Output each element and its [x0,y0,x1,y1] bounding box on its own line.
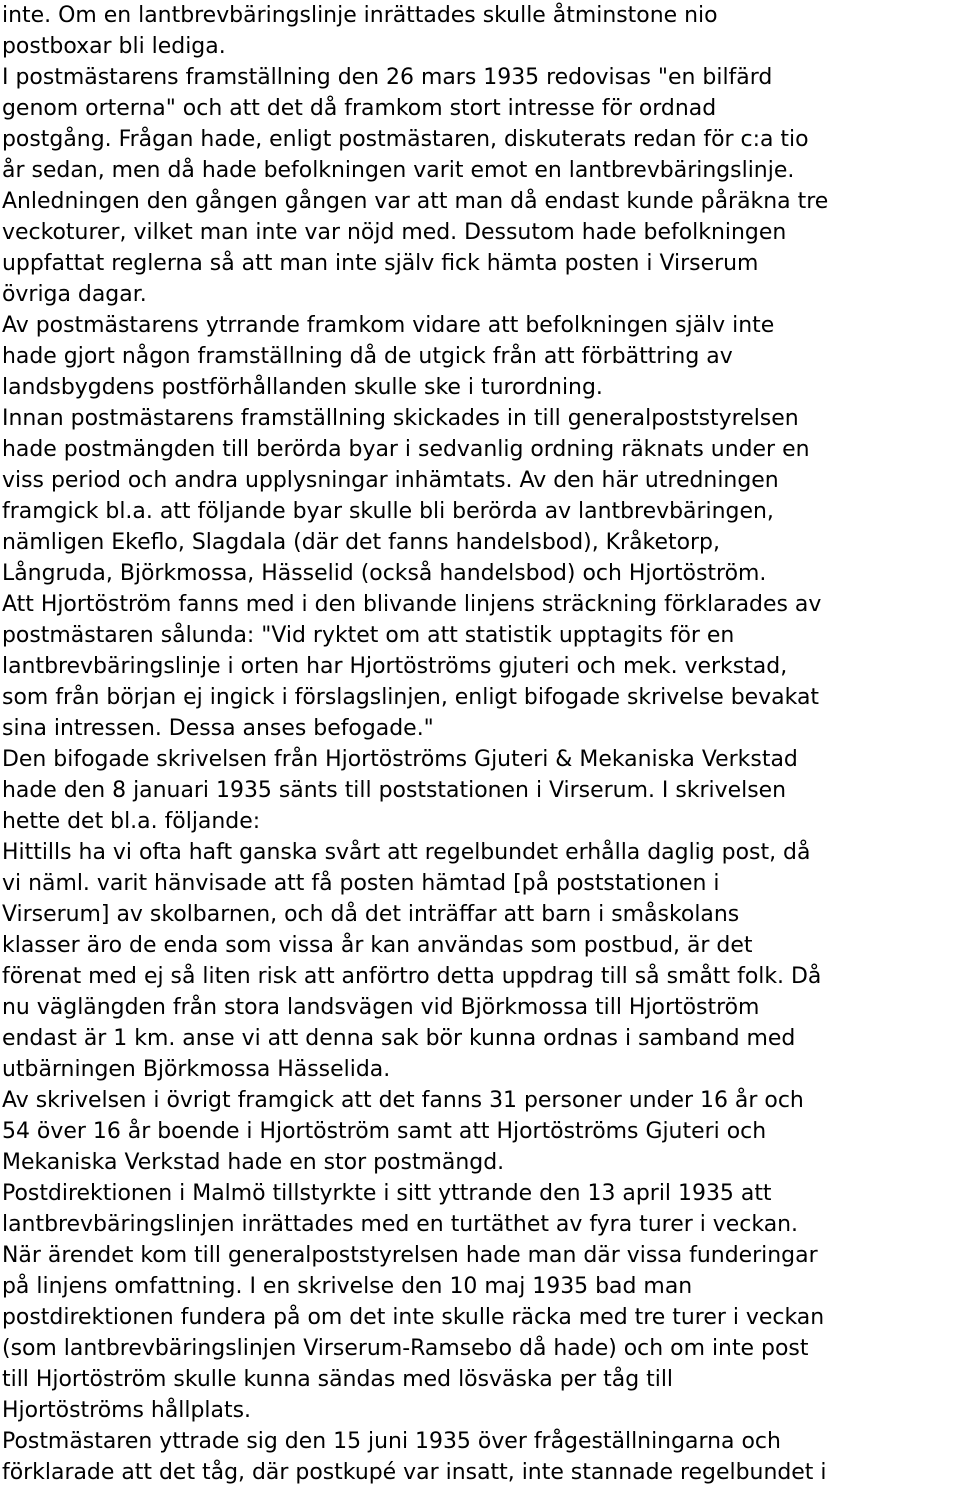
text-line: Anledningen den gången gången var att man då endast kunde påräkna tre [2,189,829,214]
text-line: Mekaniska Verkstad hade en stor postmängd. [2,1150,505,1175]
text-line: hade postmängden till berörda byar i sedvanlig ordning räknats under en [2,437,810,462]
text-line: Postdirektionen i Malmö tillstyrkte i sitt yttrande den 13 april 1935 att [2,1181,772,1206]
text-line: viss period och andra upplysningar inhämtats. Av den här utredningen [2,468,779,493]
text-line: landsbygdens postförhållanden skulle ske i turordning. [2,375,603,400]
text-line: genom orterna" och att det då framkom stort intresse för ordnad [2,96,717,121]
text-line: Att Hjortöström fanns med i den blivande linjens sträckning förklarades av [2,592,822,617]
text-line: I postmästarens framställning den 26 mars 1935 redovisas "en bilfärd [2,65,773,90]
text-line: Hjortöströms hållplats. [2,1398,252,1423]
text-line: veckoturer, vilket man inte var nöjd med. Dessutom hade befolkningen [2,220,787,245]
text-line: Postmästaren yttrade sig den 15 juni 1935 över frågeställningarna och [2,1429,781,1454]
text-line: postboxar bli lediga. [2,34,226,59]
text-line: som från början ej ingick i förslagslinjen, enligt bifogade skrivelse bevakat [2,685,820,710]
text-line: utbärningen Björkmossa Hässelida. [2,1057,391,1082]
text-line: hette det bl.a. följande: [2,809,261,834]
text-line: till Hjortöström skulle kunna sändas med lösväska per tåg till [2,1367,674,1392]
document-page [2,0,960,1488]
text-line: lantbrevbäringslinjen inrättades med en turtäthet av fyra turer i veckan. [2,1212,799,1237]
text-line: övriga dagar. [2,282,147,307]
text-line: klasser äro de enda som vissa år kan användas som postbud, är det [2,933,753,958]
text-line: postmästaren sålunda: "Vid ryktet om att statistik upptagits för en [2,623,735,648]
text-line: nämligen Ekeflo, Slagdala (där det fanns handelsbod), Kråketorp, [2,530,720,555]
text-line: När ärendet kom till generalpoststyrelsen hade man där vissa funderingar [2,1243,818,1268]
text-line: Långruda, Björkmossa, Hässelid (också handelsbod) och Hjortöström. [2,561,767,586]
text-line: Den bifogade skrivelsen från Hjortöströms Gjuteri & Mekaniska Verkstad [2,747,798,772]
text-line: framgick bl.a. att följande byar skulle bli berörda av lantbrevbäringen, [2,499,774,524]
text-line: förenat med ej så liten risk att anförtro detta uppdrag till så smått folk. Då [2,964,822,989]
text-line: postgång. Frågan hade, enligt postmästaren, diskuterats redan för c:a tio [2,127,809,152]
text-line: uppfattat reglerna så att man inte själv fick hämta posten i Virserum [2,251,759,276]
text-line: Av skrivelsen i övrigt framgick att det fanns 31 personer under 16 år och [2,1088,804,1113]
text-line: 54 över 16 år boende i Hjortöström samt att Hjortöströms Gjuteri och [2,1119,767,1144]
text-line: Av postmästarens ytrrande framkom vidare att befolkningen själv inte [2,313,775,338]
text-line: inte. Om en lantbrevbäringslinje inrättades skulle åtminstone nio [2,3,718,28]
text-line: år sedan, men då hade befolkningen varit emot en lantbrevbäringslinje. [2,158,795,183]
text-line: postdirektionen fundera på om det inte skulle räcka med tre turer i veckan [2,1305,825,1330]
text-line: lantbrevbäringslinje i orten har Hjortöströms gjuteri och mek. verkstad, [2,654,788,679]
text-line: hade gjort någon framställning då de utgick från att förbättring av [2,344,733,369]
text-line: Virserum] av skolbarnen, och då det inträffar att barn i småskolans [2,902,740,927]
text-line: vi näml. varit hänvisade att få posten hämtad [på poststationen i [2,871,720,896]
text-line: förklarade att det tåg, där postkupé var insatt, inte stannade regelbundet i [2,1460,827,1485]
text-line: sina intressen. Dessa anses befogade." [2,716,434,741]
text-line: nu väglängden från stora landsvägen vid Björkmossa till Hjortöström [2,995,760,1020]
text-line: hade den 8 januari 1935 sänts till poststationen i Virserum. I skrivelsen [2,778,787,803]
text-line: (som lantbrevbäringslinjen Virserum-Ramsebo då hade) och om inte post [2,1336,809,1361]
text-line: Hittills ha vi ofta haft ganska svårt att regelbundet erhålla daglig post, då [2,840,811,865]
text-line: på linjens omfattning. I en skrivelse den 10 maj 1935 bad man [2,1274,693,1299]
text-line: Innan postmästarens framställning skickades in till generalpoststyrelsen [2,406,799,431]
text-line: endast är 1 km. anse vi att denna sak bör kunna ordnas i samband med [2,1026,796,1051]
